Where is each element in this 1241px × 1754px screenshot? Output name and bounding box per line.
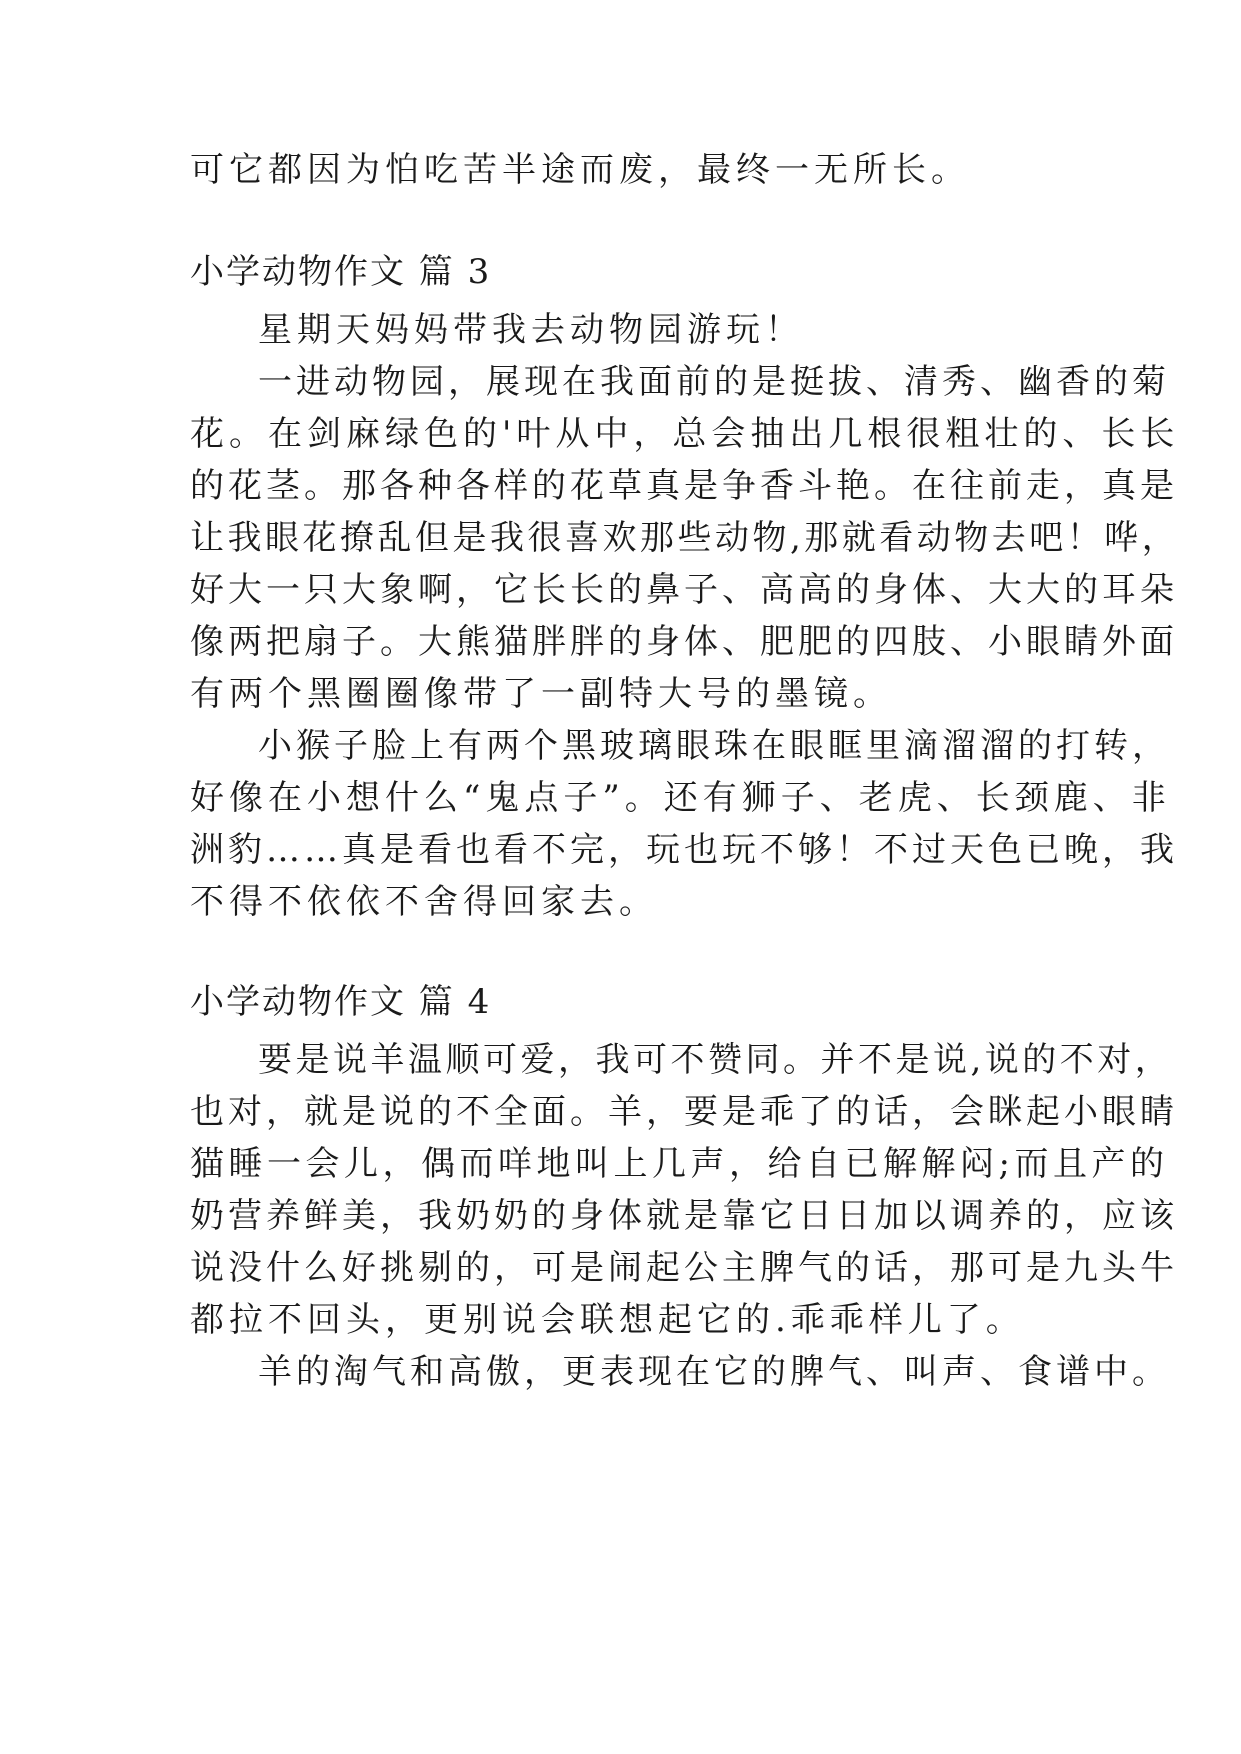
paragraph-line: 不得不依依不舍得回家去。	[190, 882, 658, 922]
paragraph-line: 洲豹……真是看也看不完，玩也玩不够！不过天色已晚，我	[190, 830, 1178, 870]
paragraph-line: 小猴子脸上有两个黑玻璃眼珠在眼眶里滴溜溜的打转，	[258, 726, 1170, 766]
paragraph-line: 可它都因为怕吃苦半途而废，最终一无所长。	[190, 150, 970, 190]
paragraph-line: 花。在剑麻绿色的'叶从中，总会抽出几根很粗壮的、长长	[190, 414, 1180, 454]
section-heading: 小学动物作文 篇 3	[190, 252, 492, 292]
paragraph-line: 有两个黑圈圈像带了一副特大号的墨镜。	[190, 674, 892, 714]
paragraph-line: 都拉不回头，更别说会联想起它的.乖乖样儿了。	[190, 1300, 1025, 1340]
paragraph-line: 让我眼花撩乱但是我很喜欢那些动物,那就看动物去吧！哗，	[190, 518, 1180, 558]
paragraph-line: 星期天妈妈带我去动物园游玩！	[258, 310, 804, 350]
paragraph-line: 的花茎。那各种各样的花草真是争香斗艳。在往前走，真是	[190, 466, 1178, 506]
paragraph-line: 像两把扇子。大熊猫胖胖的身体、肥肥的四肢、小眼睛外面	[190, 622, 1178, 662]
paragraph-line: 好大一只大象啊，它长长的鼻子、高高的身体、大大的耳朵	[190, 570, 1178, 610]
paragraph-line: 也对，就是说的不全面。羊，要是乖了的话，会眯起小眼睛	[190, 1092, 1178, 1132]
paragraph-line: 奶营养鲜美，我奶奶的身体就是靠它日日加以调养的，应该	[190, 1196, 1178, 1236]
paragraph-line: 羊的淘气和高傲，更表现在它的脾气、叫声、食谱中。	[258, 1352, 1170, 1392]
paragraph-line: 好像在小想什么“鬼点子”。还有狮子、老虎、长颈鹿、非	[190, 778, 1171, 818]
paragraph-line: 说没什么好挑剔的，可是闹起公主脾气的话，那可是九头牛	[190, 1248, 1178, 1288]
paragraph-line: 一进动物园，展现在我面前的是挺拔、清秀、幽香的菊	[258, 362, 1170, 402]
section-heading: 小学动物作文 篇 4	[190, 982, 492, 1022]
paragraph-line: 要是说羊温顺可爱，我可不赞同。并不是说,说的不对，	[258, 1040, 1173, 1080]
paragraph-line: 猫睡一会儿，偶而咩地叫上几声，给自已解解闷;而且产的	[190, 1144, 1169, 1184]
